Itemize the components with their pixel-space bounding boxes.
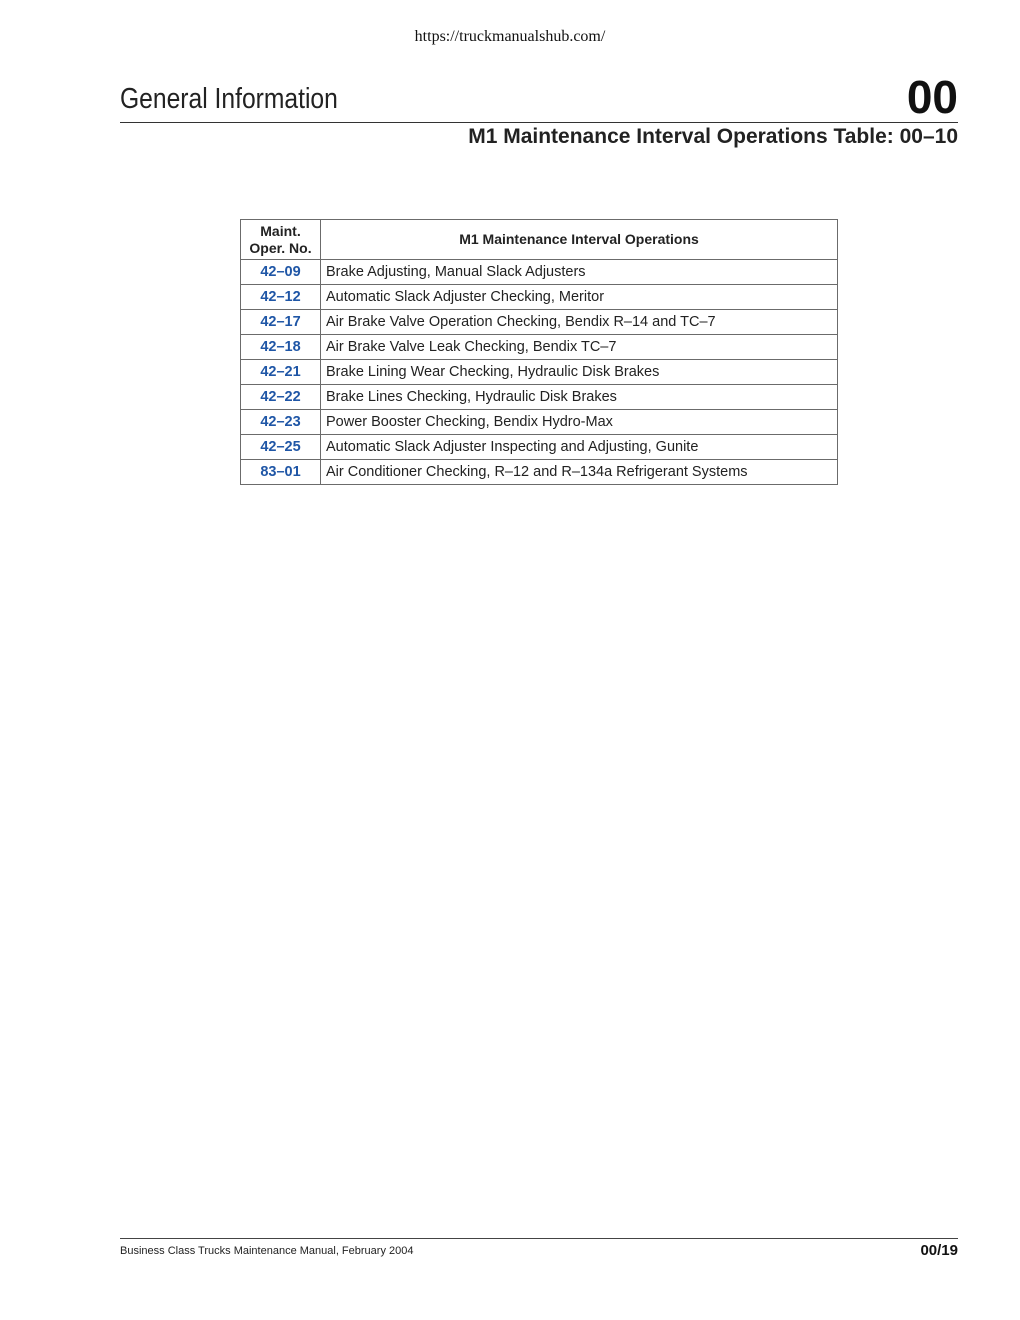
footer-text: Business Class Trucks Maintenance Manual, February 2004 <box>120 1245 414 1257</box>
page-footer <box>120 1238 958 1259</box>
source-url[interactable]: https://truckmanualshub.com/ <box>414 28 606 45</box>
table-row <box>241 310 838 335</box>
oper-no-link[interactable]: 42–21 <box>241 360 321 385</box>
column-header-oper-no <box>241 220 321 260</box>
table-row <box>241 335 838 360</box>
operation-description: Air Conditioner Checking, R–12 and R–134a Refrigerant Systems <box>321 460 838 485</box>
operation-description: Power Booster Checking, Bendix Hydro-Max <box>321 410 838 435</box>
page-header <box>120 70 958 123</box>
section-title: General Information <box>120 83 338 115</box>
column-header-oper-no-line1: Maint. <box>260 222 301 239</box>
operation-description: Brake Lines Checking, Hydraulic Disk Brakes <box>321 385 838 410</box>
oper-no-link[interactable]: 42–18 <box>241 335 321 360</box>
table-header-row <box>241 220 838 260</box>
section-number: 00 <box>906 71 958 123</box>
table-row <box>241 360 838 385</box>
table-row <box>241 285 838 310</box>
column-header-operations: M1 Maintenance Interval Operations <box>321 220 838 260</box>
table-title: M1 Maintenance Interval Operations Table: 00–10 <box>468 125 958 148</box>
table-row <box>241 385 838 410</box>
operation-description: Air Brake Valve Operation Checking, Bendix R–14 and TC–7 <box>321 310 838 335</box>
table-row <box>241 410 838 435</box>
table-row <box>241 460 838 485</box>
page-number: 00/19 <box>920 1242 958 1259</box>
oper-no-link[interactable]: 42–12 <box>241 285 321 310</box>
table-row <box>241 260 838 285</box>
operation-description: Automatic Slack Adjuster Checking, Meritor <box>321 285 838 310</box>
table-body <box>241 260 838 485</box>
operation-description: Brake Lining Wear Checking, Hydraulic Disk Brakes <box>321 360 838 385</box>
oper-no-link[interactable]: 83–01 <box>241 460 321 485</box>
oper-no-link[interactable]: 42–22 <box>241 385 321 410</box>
operation-description: Automatic Slack Adjuster Inspecting and Adjusting, Gunite <box>321 435 838 460</box>
table-row <box>241 435 838 460</box>
oper-no-link[interactable]: 42–23 <box>241 410 321 435</box>
operation-description: Air Brake Valve Leak Checking, Bendix TC–7 <box>321 335 838 360</box>
column-header-oper-no-line2: Oper. No. <box>249 239 312 256</box>
oper-no-link[interactable]: 42–25 <box>241 435 321 460</box>
oper-no-link[interactable]: 42–17 <box>241 310 321 335</box>
operation-description: Brake Adjusting, Manual Slack Adjusters <box>321 260 838 285</box>
operations-table <box>240 219 838 485</box>
oper-no-link[interactable]: 42–09 <box>241 260 321 285</box>
